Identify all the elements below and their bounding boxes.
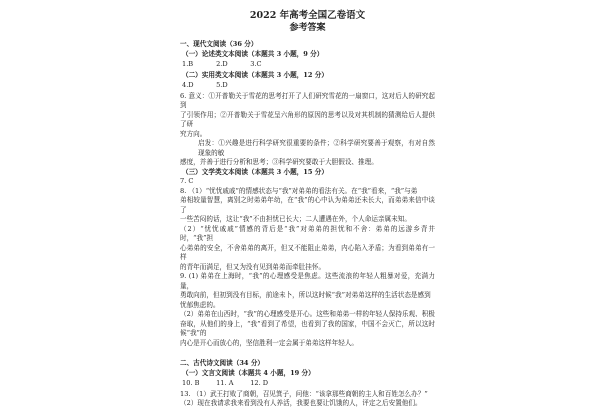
text-line: 6. 意义：①开普勒关于雪花的思考打开了人们研究雪花的一扇窗口，这对后人的研究起到 [180,91,435,109]
text-line: 奋取，从他们的身上，“我”看到了希望，也看到了我的国家，中国不会灭亡，所以这时候“我”的 [180,319,435,337]
answer-3: 3.C [250,60,262,68]
document-title: 2022 年高考全国乙卷语文 [249,10,366,21]
answer-6 [180,92,435,168]
spacer [180,348,435,357]
text-line: 究方向。 [180,129,207,138]
text-line: 启发：①兴趣是进行科学研究很重要的条件；②科学研究要善于观察，有对自然现象的敏 [198,139,435,157]
answer-11: 11. A [216,379,234,387]
text-line: 内心是开心而放心的，坚信胜利一定会属于弟弟这样年轻人。 [180,338,359,347]
answer-2: 2.D [216,60,228,68]
section-heading-classical-reading: 二、古代诗文阅读（34 分） [180,359,265,367]
part-heading-literary: （三）文学类文本阅读（本题共 3 小题，15 分） [182,167,328,176]
section-heading-modern-reading: 一、现代文阅读（36 分） [180,40,258,48]
text-line: （2）弟弟在山西时，“我”的心理感受是开心。这些和弟弟一样的年轻人保持乐观、积极 [180,310,435,318]
text-line: 勇敢向前，但初到没有目标，前途未卜，所以这时候“我”对弟弟这样的生活状态是感到 [180,291,431,299]
answer-row-10-12 [182,379,435,389]
answer-row-4-5 [182,81,435,91]
text-line: （2）“忧忧戚戚”情感的背后是“我”对弟弟的担忧和不舍：弟弟的远游乡背井时，“我”担 [180,224,435,242]
text-line: 一些苦闷的话，这让“我”不由担忧已长大；二人遭遇在外，个人命运亲属未知。 [180,215,411,223]
part-heading-argumentative: （一）论述类文本阅读（本题共 3 小题，9 分） [182,49,324,58]
answer-1: 1.B [182,60,194,68]
answer-7: 7. C [180,177,194,185]
answer-4: 4.D [182,81,194,89]
answer-10: 10. B [182,379,200,387]
part-heading-classical-prose: （一）文言文阅读（本题共 4 小题，19 分） [182,368,315,377]
text-line: （2）现在我请求我来看到没有人养活，我要也要让饥饿的人，评定之后安置他们。 [180,399,422,407]
text-line: 9. (1) 弟弟在上海时，“我”的心理感受是焦虑。这些流浪的年轻人粗暴对爱，充满力量， [180,272,435,290]
text-line: 8. （1）“忧忧戚戚”的情感状态与“我”对弟弟的看法有关。在“我”看来，“我”与弟 [180,186,418,195]
text-line: 了引领作用；②开普勒关于雪花呈六角形的原因的思考以及对其机制的猜测给后人提供了研 [180,110,435,128]
part-heading-practical: （二）实用类文本阅读（本题共 3 小题，12 分） [182,70,328,79]
text-line: 的青年而满足，但又为没有见到弟弟而牵肚挂怀。 [180,262,326,271]
text-line: 13. （1）武王打败了商朝，召见箕子，问他：“该拿那些商朝的主人和百姓怎么办？” [180,389,428,398]
document-subtitle: 参考答案 [289,23,326,33]
answer-5: 5.D [216,81,228,89]
answers-7-9 [180,177,435,348]
text-line: 弟相较量智慧，离别之时弟弟年幼，在“我”的心中认为弟弟还未长大，而弟弟来信中谈了 [180,196,435,214]
text-line: 心弟弟的安全，不舍弟弟的离开，但又不能阻止弟弟，内心陷入矛盾；为看到弟弟有一样 [180,243,435,261]
answer-row-1-3 [182,60,435,70]
text-line: 感度，并善于进行分析和思考；③科学研究要敢于大胆假设、推理。 [180,158,378,166]
text-line: 忧郁焦虑的。 [180,300,220,309]
answer-12: 12. D [250,379,269,387]
answer-13 [180,390,435,409]
